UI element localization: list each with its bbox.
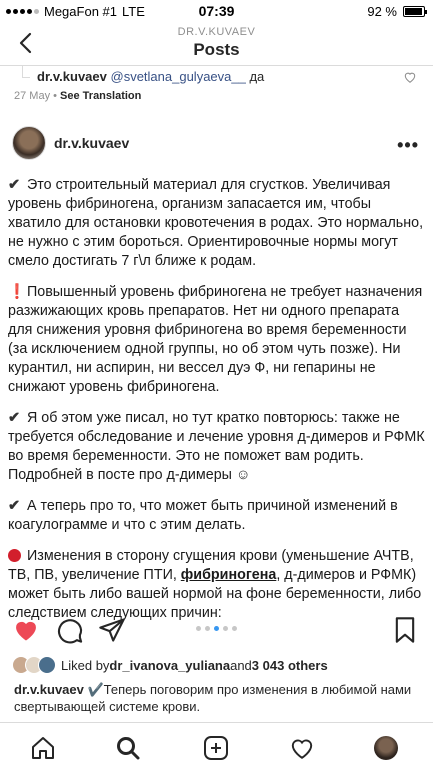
paragraph-5-underlined: фибриногена [180, 567, 277, 583]
paragraph-2-text: Повышенный уровень фибриногена не требует назначения разжижающих кровь препаратов. Нет ни одного препарата для снижения уровня фибриногена во время беременности (за исключением одной группы, но об этом чуть позже). Ни курантил, ни аспирин, ни вессел дуэ Ф, ни гепарины не снижают уровень фибриногена. [8, 284, 423, 395]
paragraph-4 [8, 497, 427, 535]
comment-like-icon[interactable] [403, 70, 417, 84]
likes-row[interactable] [12, 654, 328, 676]
status-right [367, 4, 425, 19]
paragraph-1 [8, 176, 427, 271]
top-header [0, 22, 433, 66]
action-bar [0, 610, 433, 650]
caption-text: ✔️Теперь поговорим про изменения в любимой нами свертывающей системе крови. [14, 682, 412, 714]
carousel-dot [223, 626, 228, 631]
comment-body: да [245, 69, 265, 84]
clock: 07:39 [198, 3, 235, 19]
comment-date: 27 May [14, 90, 51, 102]
likes-others[interactable]: 3 043 others [251, 657, 328, 673]
network-type: LTE [122, 4, 145, 19]
comment-mention[interactable]: @svetlana_gulyaeva__ [110, 69, 246, 84]
battery-percent: 92 % [367, 4, 397, 19]
carousel-dot [205, 626, 210, 631]
red-circle-icon [8, 549, 21, 562]
carousel-indicator [0, 626, 433, 631]
likes-prefix: Liked by [61, 657, 110, 673]
check-icon: ✔ [8, 410, 20, 426]
thread-line-horizontal [22, 77, 30, 78]
search-icon[interactable] [115, 735, 141, 761]
post-username[interactable]: dr.v.kuvaev [54, 135, 130, 151]
likes-middle: and [230, 657, 252, 673]
post-header [0, 123, 433, 167]
paragraph-5-text-a: Изменения в сторону сгущения крови (уменьшение АЧТВ, ТВ, ПВ, увеличение ПТИ, [8, 548, 414, 583]
activity-icon[interactable] [289, 735, 315, 761]
paragraph-3-text: Я об этом уже писал, но тут кратко повторюсь: также не требуется обследование и лечение уровня д-димеров и РФМК во время беременности. Это не поможет вам родить. Подробней в посте про д-димеры ☺ [8, 410, 425, 483]
paragraph-5-text-b: , д-димеров и РФМК) может быть либо вашей нормой на фоне беременности, либо следствием следующих причин: [8, 567, 422, 621]
paragraph-3 [8, 409, 427, 485]
comment-row [0, 66, 433, 122]
paragraph-1-text: Это строительный материал для сгустков. Увеличивая уровень фибриногена, организм запасается им, чтобы хватило для остановки кровотечения в родах. Это нормально, не нужно с этим бороться. Ориентировочные нормы могут смело достигать 7 г\л ближе к родам. [8, 177, 424, 269]
new-post-icon[interactable] [203, 735, 229, 761]
carrier-name: MegaFon #1 [44, 4, 117, 19]
author-avatar[interactable] [12, 126, 46, 160]
post-caption [14, 681, 424, 715]
paragraph-2 [8, 283, 427, 397]
bottom-navigation [0, 722, 433, 770]
comment-text [37, 69, 264, 84]
comment-username[interactable]: dr.v.kuvaev [37, 69, 107, 84]
liker-avatars [12, 656, 51, 674]
home-icon[interactable] [30, 735, 56, 761]
bookmark-icon[interactable] [391, 616, 419, 644]
see-translation-link[interactable]: See Translation [60, 90, 142, 102]
profile-avatar[interactable] [374, 736, 398, 760]
check-icon: ✔ [8, 177, 20, 193]
liker-username[interactable]: dr_ivanova_yuliana [109, 657, 231, 673]
account-name: DR.V.KUVAEV [177, 26, 256, 38]
check-icon: ✔ [8, 498, 20, 514]
carousel-dot [232, 626, 237, 631]
comment-meta [14, 90, 141, 102]
carousel-dot [196, 626, 201, 631]
status-bar [0, 0, 433, 22]
exclamation-icon: ❗ [8, 284, 26, 300]
page-title: Posts [193, 40, 240, 59]
carousel-dot [214, 626, 219, 631]
more-options-icon[interactable]: ••• [397, 135, 419, 155]
liker-avatar [38, 656, 56, 674]
post-image-text [8, 176, 427, 621]
battery-icon [403, 6, 425, 17]
paragraph-4-text: А теперь про то, что может быть причиной изменений в коагулограмме и что с этим делать. [8, 498, 398, 533]
meta-separator: • [50, 90, 61, 102]
caption-username[interactable]: dr.v.kuvaev [14, 682, 84, 697]
